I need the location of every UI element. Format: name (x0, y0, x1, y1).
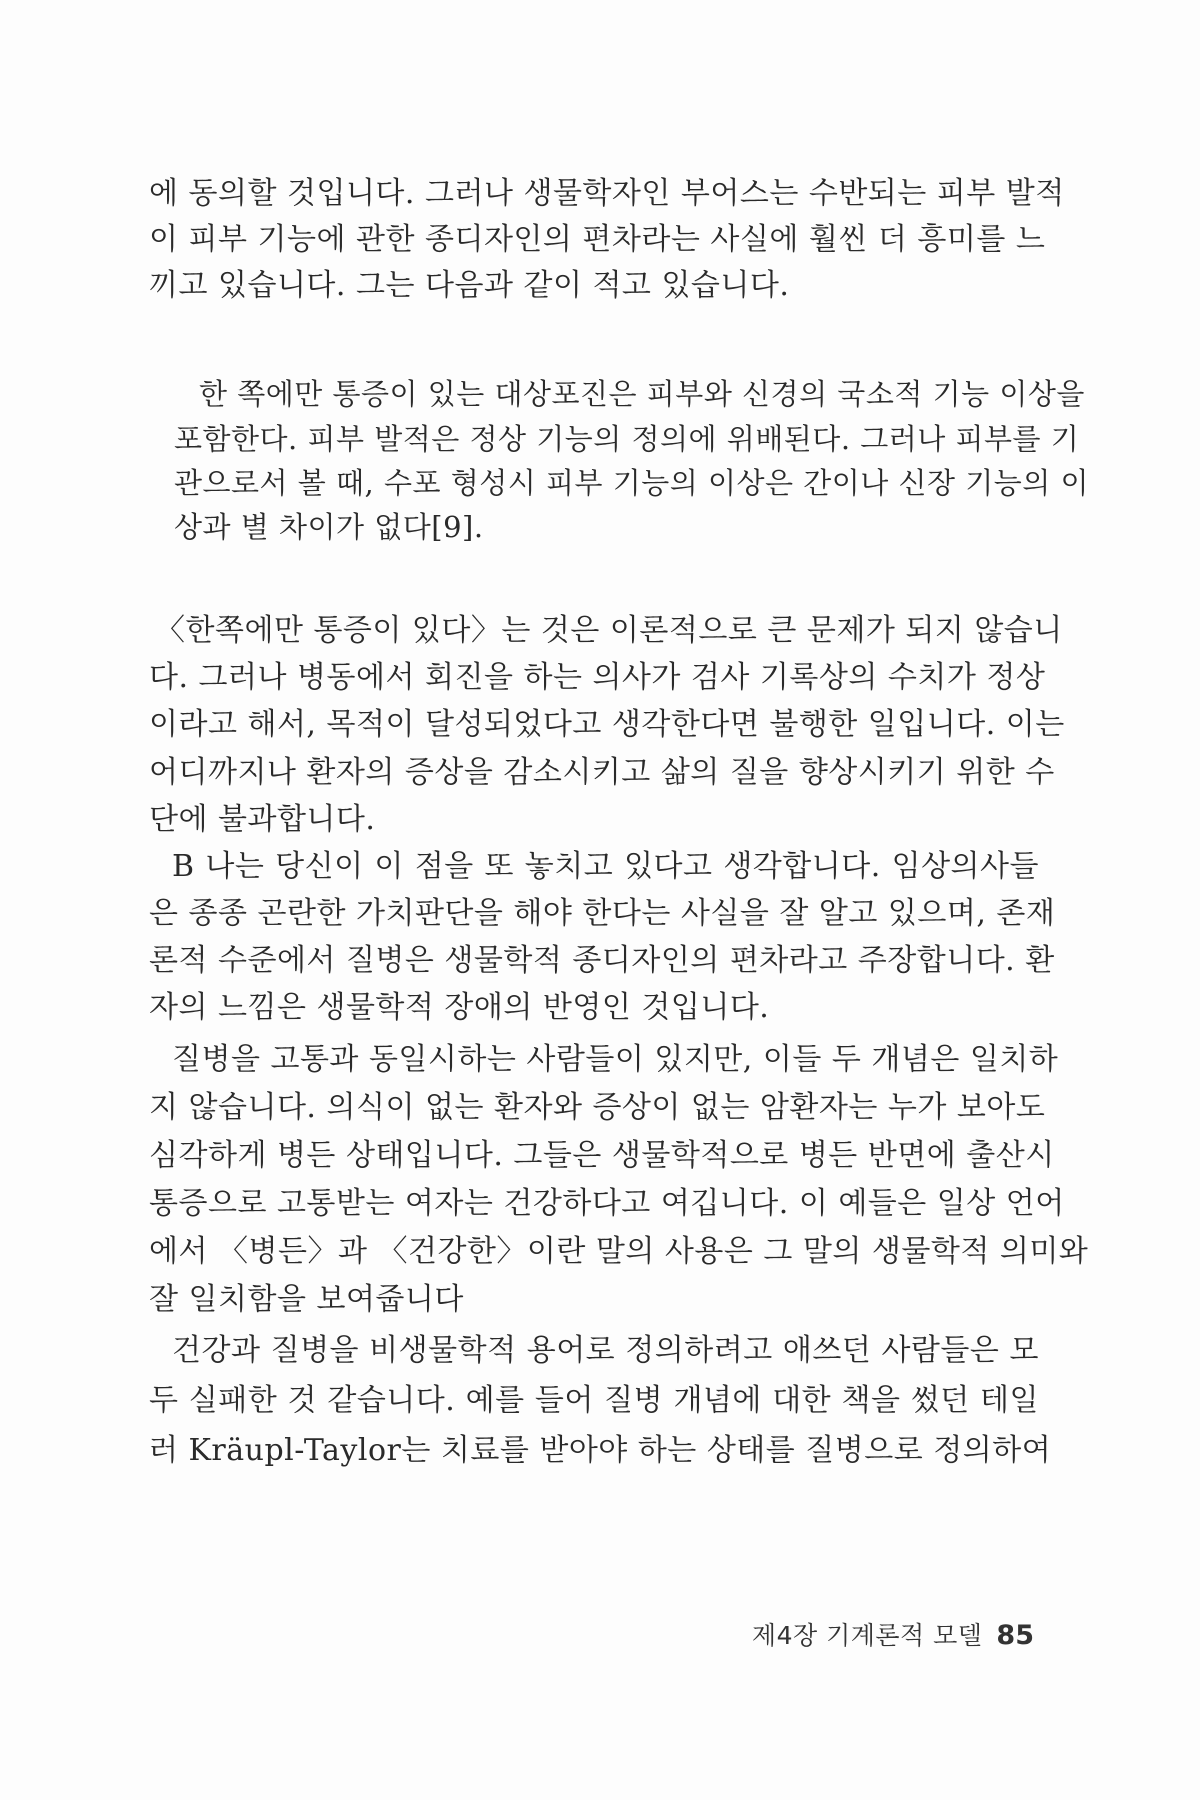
text-line: 건강과 질병을 비생물학적 용어로 정의하려고 애쓰던 사람들은 모 (172, 1333, 1039, 1368)
text-line: 단에 불과합니다. (149, 802, 376, 837)
text-line: 에 동의할 것입니다. 그러나 생물학자인 부어스는 수반되는 피부 발적 (149, 176, 1065, 211)
quote-line: 한 쪽에만 통증이 있는 대상포진은 피부와 신경의 국소적 기능 이상을 (199, 377, 1085, 411)
chapter-title: 제4장 기계론적 모델 (751, 1621, 983, 1650)
text-line: 통증으로 고통받는 여자는 건강하다고 여깁니다. 이 예들은 일상 언어 (149, 1186, 1065, 1221)
text-line: 지 않습니다. 의식이 없는 환자와 증상이 없는 암환자는 누가 보아도 (149, 1090, 1046, 1125)
text-line: 〈한쪽에만 통증이 있다〉는 것은 이론적으로 큰 문제가 되지 않습니 (155, 613, 1063, 648)
text-line: B 나는 당신이 이 점을 또 놓치고 있다고 생각합니다. 임상의사들 (172, 849, 1039, 884)
text-line: 심각하게 병든 상태입니다. 그들은 생물학적으로 병든 반면에 출산시 (149, 1138, 1055, 1173)
text-line: 러 Kräupl-Taylor는 치료를 받아야 하는 상태를 질병으로 정의하여 (149, 1433, 1052, 1468)
text-line: 두 실패한 것 같습니다. 예를 들어 질병 개념에 대한 책을 썼던 테일 (149, 1383, 1039, 1418)
quote-line: 포함한다. 피부 발적은 정상 기능의 정의에 위배된다. 그러나 피부를 기 (174, 422, 1080, 456)
quote-line: 상과 별 차이가 없다[9]. (174, 510, 484, 544)
page-footer (752, 1616, 1034, 1652)
text-line: 질병을 고통과 동일시하는 사람들이 있지만, 이들 두 개념은 일치하 (172, 1042, 1059, 1077)
text-line: 이 피부 기능에 관한 종디자인의 편차라는 사실에 훨씬 더 흥미를 느 (149, 222, 1046, 257)
text-line: 끼고 있습니다. 그는 다음과 같이 적고 있습니다. (149, 268, 790, 303)
text-line: 잘 일치함을 보여줍니다 (149, 1282, 464, 1317)
text-line: 자의 느낌은 생물학적 장애의 반영인 것입니다. (149, 990, 770, 1025)
text-line: 론적 수준에서 질병은 생물학적 종디자인의 편차라고 주장합니다. 환 (149, 943, 1055, 978)
quote-line: 관으로서 볼 때, 수포 형성시 피부 기능의 이상은 간이나 신장 기능의 이 (174, 466, 1090, 500)
page-number: 85 (996, 1620, 1034, 1651)
text-line: 어디까지나 환자의 증상을 감소시키고 삶의 질을 향상시키기 위한 수 (149, 755, 1055, 790)
text-line: 에서 〈병든〉과 〈건강한〉이란 말의 사용은 그 말의 생물학적 의미와 (149, 1234, 1089, 1269)
text-line: 이라고 해서, 목적이 달성되었다고 생각한다면 불행한 일입니다. 이는 (149, 707, 1065, 742)
text-line: 은 종종 곤란한 가치판단을 해야 한다는 사실을 잘 알고 있으며, 존재 (149, 896, 1056, 931)
text-line: 다. 그러나 병동에서 회진을 하는 의사가 검사 기록상의 수치가 정상 (149, 660, 1046, 695)
